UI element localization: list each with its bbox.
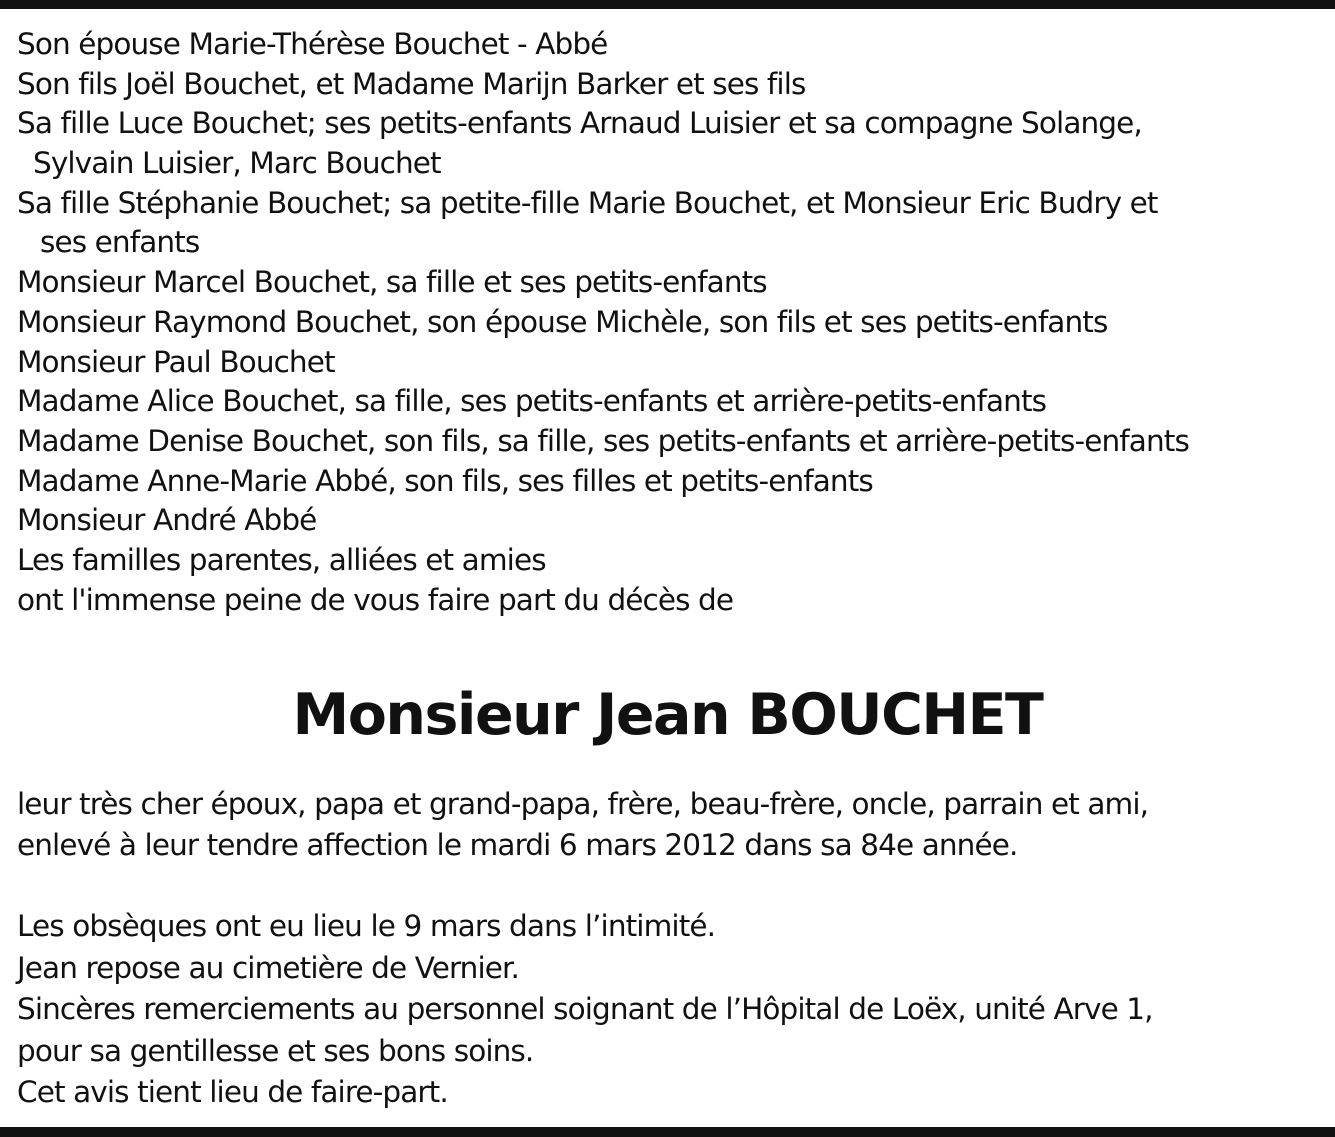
tribute-line: enlevé à leur tendre affection le mardi 6 mars 2012 dans sa 84e année. <box>17 828 1018 862</box>
bottom-border-rule <box>0 1127 1335 1137</box>
family-line: Monsieur Marcel Bouchet, sa fille et ses petits-enfants <box>17 265 767 300</box>
announcement-line: ont l'immense peine de vous faire part du décès de <box>17 582 734 617</box>
tribute-line: leur très cher époux, papa et grand-papa, frère, beau-frère, oncle, parrain et ami, <box>17 787 1149 821</box>
funeral-details <box>17 906 1327 1114</box>
family-list <box>17 25 1327 620</box>
deceased-name-heading: Monsieur Jean BOUCHET <box>292 682 1043 748</box>
family-line: Madame Alice Bouchet, sa fille, ses petits-enfants et arrière-petits-enfants <box>17 384 1047 419</box>
family-line: Madame Anne-Marie Abbé, son fils, ses filles et petits-enfants <box>17 463 873 498</box>
top-border-rule <box>0 0 1335 9</box>
family-line-continuation: Sylvain Luisier, Marc Bouchet <box>33 146 441 181</box>
family-line: Son épouse Marie-Thérèse Bouchet - Abbé <box>17 27 608 61</box>
detail-line: Jean repose au cimetière de Vernier. <box>17 950 520 985</box>
family-line-continuation: ses enfants <box>40 225 200 260</box>
detail-line: Les obsèques ont eu lieu le 9 mars dans l’intimité. <box>17 909 716 943</box>
detail-line: pour sa gentillesse et ses bons soins. <box>17 1033 534 1068</box>
family-line: Monsieur Paul Bouchet <box>17 344 335 379</box>
tribute-text <box>17 784 1327 866</box>
family-line: Monsieur Raymond Bouchet, son épouse Michèle, son fils et ses petits-enfants <box>17 304 1108 339</box>
family-line: Monsieur André Abbé <box>17 503 317 538</box>
detail-line: Sincères remerciements au personnel soignant de l’Hôpital de Loëx, unité Arve 1, <box>17 992 1153 1026</box>
family-line: Son fils Joël Bouchet, et Madame Marijn Barker et ses fils <box>17 66 806 101</box>
family-line: Madame Denise Bouchet, son fils, sa fille, ses petits-enfants et arrière-petits-enfants <box>17 423 1189 458</box>
family-line: Sa fille Luce Bouchet; ses petits-enfants Arnaud Luisier et sa compagne Solange, <box>17 106 1142 141</box>
family-line: Les familles parentes, alliées et amies <box>17 542 546 577</box>
family-line: Sa fille Stéphanie Bouchet; sa petite-fille Marie Bouchet, et Monsieur Eric Budry et <box>17 185 1158 220</box>
detail-line: Cet avis tient lieu de faire-part. <box>17 1075 448 1109</box>
